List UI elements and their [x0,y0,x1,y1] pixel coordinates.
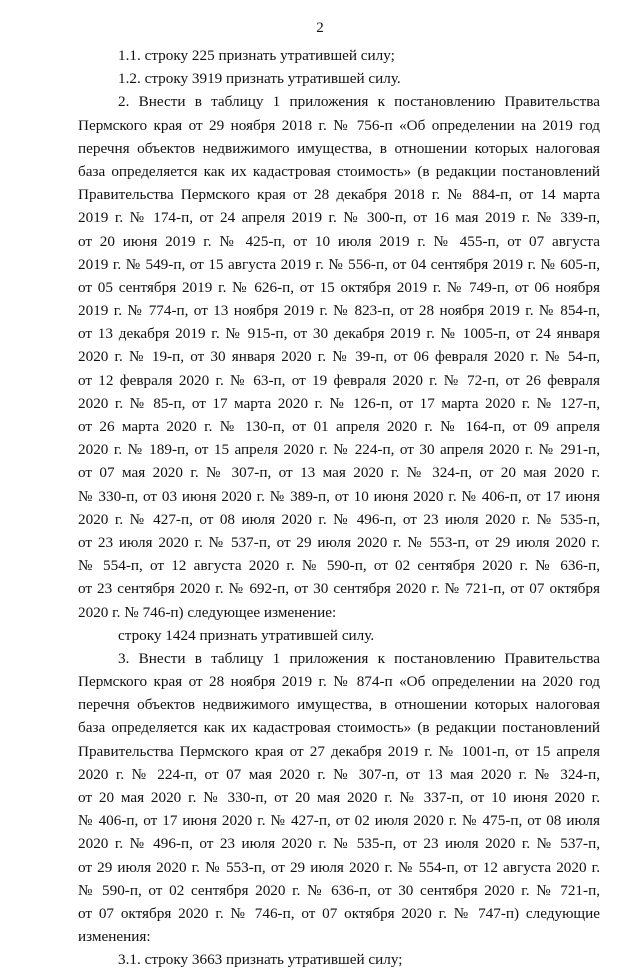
text-line: Правительства Пермского края от 27 декабря 2019 г. № 1001-п, от 15 апреля [78,742,600,760]
text-line: база определяется как их кадастровая стоимость» (в редакции постановлений [78,719,600,737]
text-line: от 23 сентября 2020 г. № 692-п, от 30 сентября 2020 г. № 721-п, от 07 октября [78,580,600,598]
text-line: от 20 мая 2020 г. № 330-п, от 20 мая 2020 г. № 337-п, от 10 июня 2020 г. [78,789,600,806]
text-line: от 12 февраля 2020 г. № 63-п, от 19 февраля 2020 г. № 72-п, от 26 февраля [78,371,600,389]
text-line: № 406-п, от 17 июня 2020 г. № 427-п, от 02 июля 2020 г. № 475-п, от 08 июля [78,812,600,830]
text-line: 2020 г. № 19-п, от 30 января 2020 г. № 39-п, от 06 февраля 2020 г. № 54-п, [78,348,600,366]
page-number: 2 [316,20,324,36]
text-line: 2019 г. № 174-п, от 24 апреля 2019 г. № 300-п, от 16 мая 2019 г. № 339-п, [78,209,600,227]
text-line: Пермского края от 29 ноября 2018 г. № 756-п «Об определении на 2019 год [78,116,600,134]
text-line: 2019 г. № 774-п, от 13 ноября 2019 г. № 823-п, от 28 ноября 2019 г. № 854-п, [78,302,600,320]
text-line: от 07 мая 2020 г. № 307-п, от 13 мая 2020 г. № 324-п, от 20 мая 2020 г. [78,464,600,482]
text-line: изменения: [78,928,151,946]
text-line: от 13 декабря 2019 г. № 915-п, от 30 декабря 2019 г. № 1005-п, от 24 января [78,325,600,343]
text-line: от 07 октября 2020 г. № 746-п, от 07 октября 2020 г. № 747-п) следующие [78,904,600,922]
text-line: 2020 г. № 496-п, от 23 июля 2020 г. № 535-п, от 23 июля 2020 г. № 537-п, [78,835,600,853]
text-line: 2020 г. № 746-п) следующее изменение: [78,603,337,621]
text-line: от 23 июля 2020 г. № 537-п, от 29 июля 2020 г. № 553-п, от 29 июля 2020 г. [78,533,600,551]
text-line: Пермского края от 28 ноября 2019 г. № 874-п «Об определении на 2020 год [78,673,600,691]
text-line: от 29 июля 2020 г. № 553-п, от 29 июля 2020 г. № 554-п, от 12 августа 2020 г. [78,858,600,876]
text-line: от 20 июня 2019 г. № 425-п, от 10 июля 2019 г. № 455-п, от 07 августа [78,232,600,250]
document-body [78,44,600,972]
text-line: перечня объектов недвижимого имущества, в отношении которых налоговая [78,696,600,714]
text-line: 3. Внести в таблицу 1 приложения к постановлению Правительства [118,649,600,667]
text-line: Правительства Пермского края от 28 декабря 2018 г. № 884-п, от 14 марта [78,186,600,204]
text-line: 2020 г. № 427-п, от 08 июля 2020 г. № 496-п, от 23 июля 2020 г. № 535-п, [78,510,600,528]
text-line: № 330-п, от 03 июня 2020 г. № 389-п, от 10 июня 2020 г. № 406-п, от 17 июня [78,487,600,505]
text-line: от 26 марта 2020 г. № 130-п, от 01 апреля 2020 г. № 164-п, от 09 апреля [78,418,600,435]
text-line: перечня объектов недвижимого имущества, в отношении которых налоговая [78,139,600,157]
text-line: 1.2. строку 3919 признать утратившей силу. [118,70,401,88]
text-line: 2019 г. № 549-п, от 15 августа 2019 г. № 556-п, от 04 сентября 2019 г. № 605-п, [78,255,600,273]
text-line: база определяется как их кадастровая стоимость» (в редакции постановлений [78,162,600,180]
text-line: 1.1. строку 225 признать утратившей силу; [118,47,395,64]
text-line: 2. Внести в таблицу 1 приложения к постановлению Правительства [118,93,600,111]
text-line: строку 1424 признать утратившей силу. [118,626,375,644]
text-line: № 590-п, от 02 сентября 2020 г. № 636-п, от 30 сентября 2020 г. № 721-п, [78,881,600,899]
text-line: 2020 г. № 85-п, от 17 марта 2020 г. № 126-п, от 17 марта 2020 г. № 127-п, [78,394,600,412]
text-line: 2020 г. № 224-п, от 07 мая 2020 г. № 307-п, от 13 мая 2020 г. № 324-п, [78,765,600,783]
text-line: 3.1. строку 3663 признать утратившей силу; [118,951,403,969]
text-line: № 554-п, от 12 августа 2020 г. № 590-п, от 02 сентября 2020 г. № 636-п, [78,557,600,575]
text-line: 2020 г. № 189-п, от 15 апреля 2020 г. № 224-п, от 30 апреля 2020 г. № 291-п, [78,441,600,459]
text-line: от 05 сентября 2019 г. № 626-п, от 15 октября 2019 г. № 749-п, от 06 ноября [78,278,600,296]
